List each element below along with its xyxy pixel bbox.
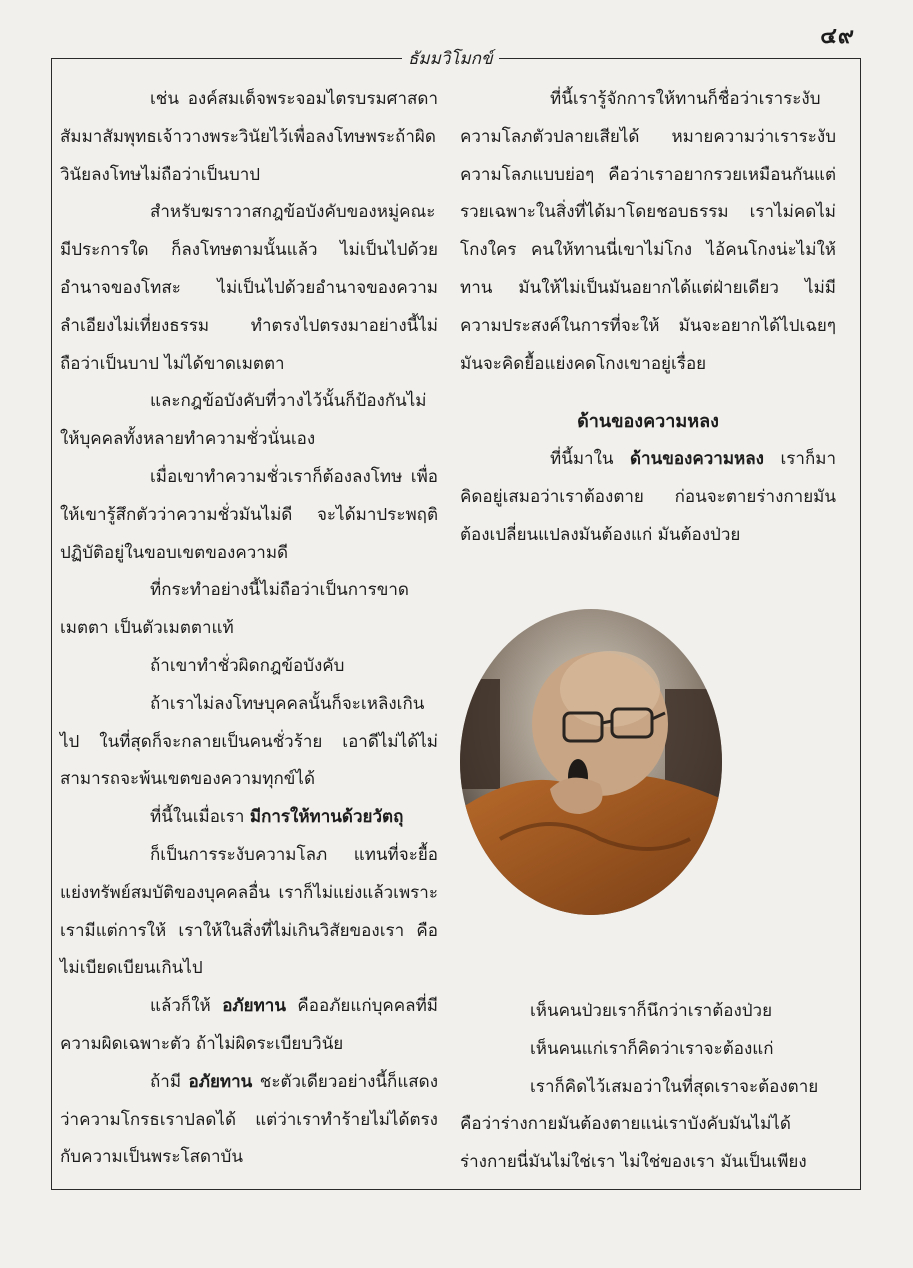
portrait-illustration <box>460 609 722 915</box>
bold-term: อภัยทาน <box>222 996 286 1017</box>
text-run: คืออภัยแก่บุคคลที่มีความผิดเฉพาะตัว ถ้าไม่ผิดระเบียบวินัย <box>60 996 439 1054</box>
paragraph <box>60 988 438 1064</box>
right-column <box>460 81 836 555</box>
paragraph: ก็เป็นการระงับความโลภ แทนที่จะยื้อแย่งทรัพย์สมบัติของบุคคลอื่น เราก็ไม่แย่งแล้วเพราะเรามีแต่การให้ เราให้ในสิ่งที่ไม่เกินวิสัยของเรา คือไม่เบียดเบียนเกินไป <box>60 844 438 979</box>
paragraph: ถ้าเราไม่ลงโทษบุคคลนั้นก็จะเหลิงเกินไป ในที่สุดก็จะกลายเป็นคนชั่วร้าย เอาดีไม่ได้ไม่สามารถจะพ้นเขตของความทุกข์ได้ <box>60 693 438 790</box>
running-header: ธัมมวิโมกข์ <box>402 45 499 72</box>
text-run: ชะตัวเดียวอย่างนี้ก็แสดงว่าความโกรธเราปลดได้ แต่ว่าเราทำร้ายไม่ได้ตรงกับความเป็นพระโสดาบัน <box>60 1071 439 1168</box>
text-run: ที่นี้มาใน <box>550 449 631 470</box>
monk-portrait-photo <box>460 609 722 915</box>
left-column <box>60 81 438 1177</box>
section-heading: ด้านของความหลง <box>577 411 719 433</box>
caption-line: เห็นคนป่วยเราก็นึกว่าเราต้องป่วย <box>530 1001 773 1021</box>
photo-caption <box>460 993 836 1182</box>
caption-line: เราก็คิดไว้เสมอว่าในที่สุดเราจะต้องตายคือว่าร่างกายมันต้องตายแน่เราบังคับมันไม่ได้ร่างกายนี่มันไม่ใช่เรา ไม่ใช่ของเรา มันเป็นเพียง <box>460 1076 819 1173</box>
paragraph: สำหรับฆราวาสกฎข้อบังคับของหมู่คณะมีประการใด ก็ลงโทษตามนั้นแล้ว ไม่เป็นไปด้วยอำนาจของโทสะ ไม่เป็นไปด้วยอำนาจของความลำเอียงไม่เที่ยงธรรม ทำตรงไปตรงมาอย่างนี้ไม่ถือว่าเป็นบาป ไม่ได้ขาดเมตตา <box>60 202 438 374</box>
paragraph: เมื่อเขาทำความชั่วเราก็ต้องลงโทษ เพื่อให้เขารู้สึกตัวว่าความชั่วมันไม่ดี จะได้มาประพฤติปฏิบัติอยู่ในขอบเขตของความดี <box>60 466 438 563</box>
paragraph: ถ้าเขาทำชั่วผิดกฎข้อบังคับ <box>150 655 345 676</box>
paragraph <box>60 1064 438 1177</box>
page-frame <box>51 49 861 1190</box>
text-run: ถ้ามี <box>150 1071 189 1092</box>
text-run: เราก็มาคิดอยู่เสมอว่าเราต้องตาย ก่อนจะตายร่างกายมันต้องเปลี่ยนแปลงมันต้องแก่ มันต้องป่วย <box>460 449 836 545</box>
caption-line: เห็นคนแก่เราก็คิดว่าเราจะต้องแก่ <box>530 1038 774 1059</box>
text-run: แล้วก็ให้ <box>150 996 223 1017</box>
paragraph: ที่นี้เรารู้จักการให้ทานก็ชื่อว่าเราระงับความโลภตัวปลายเสียได้ หมายความว่าเราระงับความโลภแบบย่อๆ คือว่าเราอยากรวยเหมือนกันแต่รวยเฉพาะในสิ่งที่ได้มาโดยชอบธรรม เราไม่คดไม่โกงใคร คนให้ทานนี่เขาไม่โกง ไอ้คนโกงน่ะไม่ให้ทาน มันให้ไม่เป็นมันอยากได้แต่ฝ่ายเดียว ไม่มีความประสงค์ในการที่จะให้ มันจะอยากได้ไปเฉยๆ มันจะคิดยื้อแย่งคดโกงเขาอยู่เรื่อย <box>460 89 836 374</box>
paragraph <box>60 799 438 837</box>
paragraph <box>460 441 836 554</box>
text-run: ที่นี้ในเมื่อเรา <box>150 807 250 828</box>
page-number: ๔๙ <box>820 24 855 49</box>
bold-term: มีการให้ทานด้วยวัตถุ <box>249 807 404 828</box>
paragraph: ที่กระทำอย่างนี้ไม่ถือว่าเป็นการขาดเมตตา เป็นตัวเมตตาแท้ <box>60 580 409 639</box>
bold-term: ด้านของความหลง <box>630 449 764 470</box>
paragraph: เช่น องค์สมเด็จพระจอมไตรบรมศาสดาสัมมาสัมพุทธเจ้าวางพระวินัยไว้เพื่อลงโทษพระถ้าผิดวินัยลงโทษไม่ถือว่าเป็นบาป <box>60 89 438 185</box>
paragraph: และกฎข้อบังคับที่วางไว้นั้นก็ป้องกันไม่ให้บุคคลทั้งหลายทำความชั่วนั่นเอง <box>60 391 427 450</box>
bold-term: อภัยทาน <box>188 1071 253 1092</box>
